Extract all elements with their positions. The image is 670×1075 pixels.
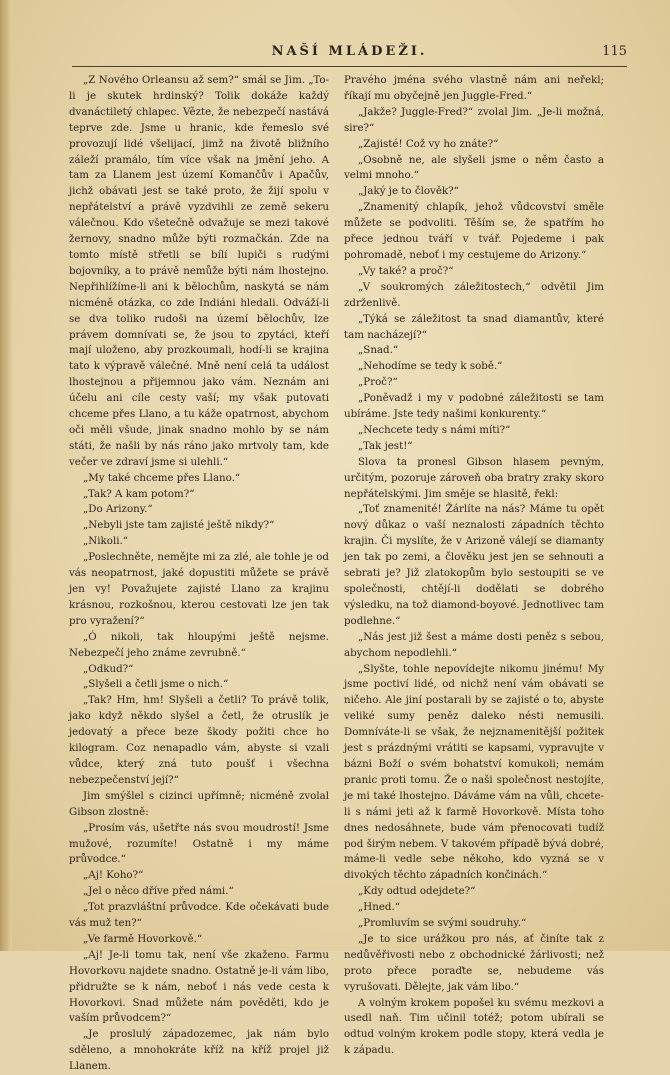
paragraph: „Nás jest již šest a máme dosti peněz s sebou, abychom nepodlehli.“ [344, 630, 604, 659]
paragraph: „Proč?“ [358, 376, 398, 389]
paragraph: „Do Arizony.“ [83, 503, 153, 516]
paragraph: „Znamenitý chlapík, jehož vůdcovství směle můžete se podvoliti. Těším se, že spatřím ho přece jednou tváří v tvář. Pojedeme i pak pohromadě, neboť i my cestujeme do Arizony.“ [344, 201, 604, 261]
paragraph: „Tot prazvláštní průvodce. Kde očekávati bude vás muž ten?“ [69, 901, 329, 930]
paragraph: „Aj! Je-li tomu tak, není vše zkaženo. Farmu Hovorkovu najdete snadno. Ostatně je-li vám libo, přidružte se k nám, neboť i nás vede cesta k Hovorkovi. Snad můžete nám pověděti, kdo je vaším průvodcem?“ [69, 948, 329, 1025]
paragraph: „Jaký je to člověk?“ [358, 185, 459, 198]
paragraph: „Nechcete tedy s námi míti?“ [358, 423, 511, 436]
paragraph: „Poněvadž i my v podobné záležitosti se tam ubíráme. Jste tedy našimi konkurenty.“ [344, 392, 604, 421]
paragraph: „Osobně ne, ale slyšeli jsme o něm často a velmi mnoho.“ [344, 153, 604, 182]
paragraph: „Hned.“ [358, 901, 400, 914]
paragraph: „Nikoli.“ [83, 535, 128, 548]
paragraph: „Vy také? a proč?“ [358, 264, 454, 277]
paragraph: „Kdy odtud odejdete?“ [358, 885, 476, 898]
paragraph: „Ve farmě Hovorkově.“ [83, 932, 203, 945]
paragraph: „Toť znamenité! Žárlíte na nás? Máme tu opět nový důkaz o vaší neznalosti západních těchto krajin. Či myslíte, že v Arizoně válejí se diamanty jen tak po zemi, a člověku jest jen se sehnouti a sebrati je? Již zlatokopům bylo sestoupiti se ve společnosti, chtějí-li dodělati se dobrého výsledku, na tož diamond-boyové. Jednotlivec tam podlehne.“ [344, 503, 604, 627]
paragraph: „Ó nikoli, tak hloupými ještě nejsme. Nebezpečí jeho známe zevrubně.“ [69, 630, 329, 659]
paragraph: „Zajisté! Což vy ho znáte?“ [358, 137, 499, 150]
paragraph: „Nebyli jste tam zajisté ještě nikdy?“ [83, 519, 275, 532]
paragraph: Slova ta pronesl Gibson hlasem pevným, určitým, pozoruje zároveň oba bratry zraky skoro nepřátelskými. Jim směje se hlasitě, řekl: [344, 455, 604, 500]
paragraph: „Jakže? Juggle-Fred?“ zvolal Jim. „Je-li možná, sire?“ [344, 105, 604, 134]
paragraph: „Prosím vás, ušetřte nás svou moudrostí! Jsme mužové, rozumíte! Ostatně i my máme průvodce.“ [69, 821, 329, 866]
paragraph: „Snad.“ [358, 344, 399, 357]
paragraph: Pravého jména svého vlastně nám ani neřekl; říkají mu obyčejně jen Juggle-Fred.“ [344, 74, 604, 102]
left-text-column [69, 73, 329, 1073]
running-header [72, 42, 627, 67]
paragraph: „Z Nového Orleansu až sem?“ smál se Jim. „To-li je skutek hrdinský? Tolik dokáže každý dvanáctiletý chlapec. Vězte, že nebezpečí nastává teprve zde. Jsme u hranic, kde řemeslo své provozují lidé všelijací, jimž na životě bližního záleží pramálo, tím více však na jmění jeho. A tam za Llanem jest území Komančův i Apačův, jichž obávati jest se také proto, že žijí spolu v nepřátelství a právě vyzdvihli ze země sekeru válečnou. Kdo všetečně odvažuje se mezi takové žernovy, snadno může býti rozmačkán. Zde na tomto místě střetli se bílí lupiči s rudými bojovníky, a to právě nemůže býti nám lhostejno. Nepřihlížíme-li ani k bělochům, naskytá se nám nicméně otázka, co zde Indiáni hledali. Odváží-li se dva toliko rudoši na území bělochův, lze právem domnívati se, že jsou to zpytáci, kteří mají uloženo, aby prozkoumali, hodí-li se krajina tato k výpravě válečné. Mně není celá ta událost lhostejnou a přijemnou jako vám. Neznám ani účelu ani cíle cesty vaší; my však putovati chceme přes Llano, a tu káže opatrnost, abychom oči měli všude, jinak snadno mohlo by se nám státi, že našli by nás ráno jako mrtvoly tam, kde večer ve zdraví jsme si ulehli.“ [69, 74, 329, 468]
paragraph: „Je to sice urážkou pro nás, ať činíte tak z nedůvěřivosti nebo z obchodnické žárlivosti; než proto přece poraďte se, nebudeme vás vyrušovati. Dělejte, jak vám libo.“ [344, 932, 604, 993]
paragraph: „Poslechněte, nemějte mi za zlé, ale tohle je od vás neopatrnost, jaké dopustiti můžete se právě jen vy! Považujete zajisté Llano za krajinu krásnou, rozkošnou, kterou cestovati lze jen tak pro vyražení?“ [69, 551, 329, 627]
paragraph: „Jel o něco dříve před námi.“ [83, 885, 234, 898]
paragraph: A volným krokem popošel ku svému mezkovi a usedl naň. Tim učinil totéž; potom ubírali se odtud volným krokem podle stopy, která vedla je k západu. [344, 996, 604, 1057]
paragraph: „Je proslulý západozemec, jak nám bylo sděleno, a mnohokráte kříž na kříž projel již Llanem. [69, 1028, 329, 1073]
page-binding-shadow [0, 0, 12, 951]
paragraph: „Slyšeli a četli jsme o nich.“ [83, 678, 229, 691]
paragraph: „My také chceme přes Llano.“ [83, 471, 241, 484]
paragraph: „Nehodíme se tedy k sobě.“ [358, 360, 503, 373]
right-text-column [344, 73, 604, 1057]
paragraph: „Slyšte, tohle nepovídejte nikomu jinému! My jsme poctiví lidé, od nichž není vám obávati se ničeho. Ale jiní postarali by se zajisté o to, abyste veliké sumy peněz daleko nésti nemusili. Domníváte-li se však, že nejznamenitější požitek jest s prázdnými vrátiti se kapsami, vypravujte v bázni Boží o svém bohatství komukoli; nemám pranic proti tomu. Že o naši společnost nestojíte, je mi také lhostejno. Dáváme vám na vůli, chcete-li s námi jeti až k farmě Hovorkově. Místa toho dnes nedosáhnete, bude vám přenocovati tudíž pod širým nebem. V takovém případě bývá dobré, máme-li vedle sebe někoho, kdo vyzná se v divokých těchto západních končinách.“ [344, 662, 604, 882]
paragraph: „Odkud?“ [83, 662, 134, 675]
paragraph: „Promluvím se svými soudruhy.“ [358, 917, 527, 930]
paragraph: „Tak? A kam potom?“ [83, 487, 195, 500]
paragraph: „Tak jest!“ [358, 439, 413, 452]
paragraph: Jim smýšlel s cizinci upřímně; nicméně zvolal Gibson zlostně: [69, 789, 329, 818]
page-number: 115 [602, 44, 627, 59]
running-title: NAŠÍ MLÁDEŽI. [271, 44, 428, 59]
paragraph: „Týká se záležitost ta snad diamantův, které tam nacházejí?“ [344, 312, 604, 341]
paragraph: „Aj! Koho?“ [83, 869, 144, 882]
paragraph: „Tak? Hm, hm! Slyšeli a četli? To právě tolik, jako když někdo slyšel a četl, že otruslík je jedovatý a přece beze škody požiti chce ho kilogram. Coz nenapadlo vám, abyste si vzali vůdce, který zná tuto poušť i všechna nebezpečenství její?“ [69, 694, 329, 786]
paragraph: „V soukromých záležitostech,“ odvětil Jim zdrženlivě. [344, 280, 604, 309]
